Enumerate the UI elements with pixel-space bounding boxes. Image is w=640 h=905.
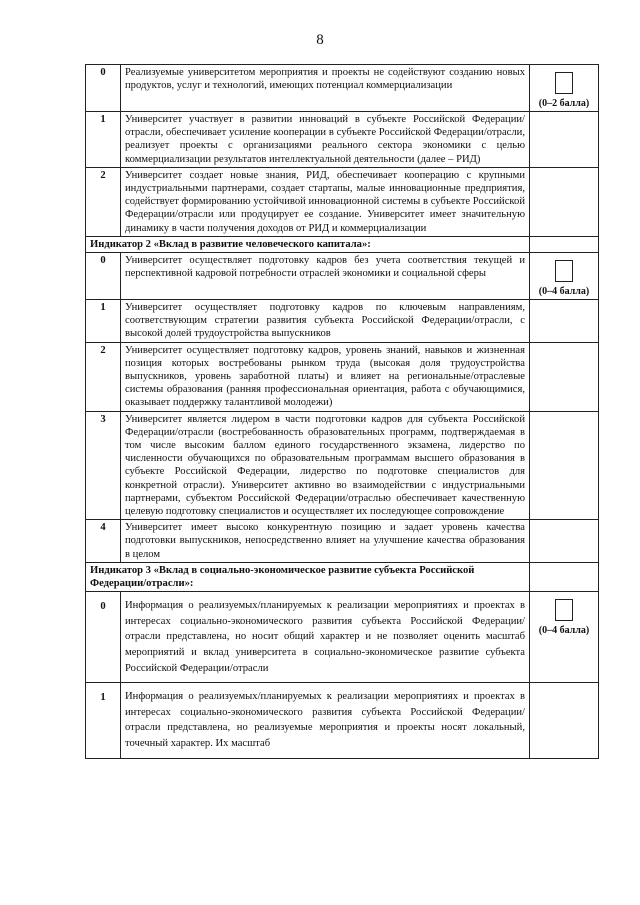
table-row	[86, 592, 599, 683]
table-row	[86, 65, 599, 112]
score-box-cell-empty	[530, 342, 599, 411]
score-box-cell-empty	[530, 411, 599, 520]
score-cell: 1	[86, 683, 121, 758]
score-box-cell-empty	[530, 520, 599, 563]
description-cell: Университет осуществляет подготовку кадров по ключевым направлениям, соответствующим стратегии развития субъекта Российской Федерации/отрасли, с высокой долей трудоустройства выпускников	[121, 300, 530, 343]
score-cell: 1	[86, 300, 121, 343]
description-cell: Реализуемые университетом мероприятия и проекты не содействуют созданию новых продуктов, услуг и технологий, имеющих потенциал коммерциализации	[121, 65, 530, 112]
description-cell: Университет является лидером в части подготовки кадров для субъекта Российской Федерации/отрасли (востребованность образовательных программ, подтверждаемая в том числе высоким баллом единого государственного экзамена, лидерство по численности обучающихся по образовательным программам высшего образования в субъекте Российской Федерации, лидерство по подготовке специалистов для конкретной отрасли). Университет активно во взаимодействии с индустриальными партнерами, субъектом Российской Федерации/отраслью обеспечивает качественную целевую подготовку специалистов и осуществляет их последующее сопровождение	[121, 411, 530, 520]
description-cell: Университет участвует в развитии инноваций в субъекте Российской Федерации/отрасли, обеспечивает усиление кооперации в субъекте Российской Федерации/отрасли, реализует проекты с организациями реального сектора экономики с целью коммерциализации результатов интеллектуальной деятельности (далее – РИД)	[121, 112, 530, 168]
score-box-cell	[530, 592, 599, 683]
score-cell: 1	[86, 112, 121, 168]
score-box-cell-empty	[530, 167, 599, 236]
score-range: (0–2 балла)	[538, 98, 590, 109]
table-row	[86, 112, 599, 168]
table-row	[86, 411, 599, 520]
score-range: (0–4 балла)	[538, 286, 590, 298]
table-row	[86, 683, 599, 758]
header-box-cell	[530, 236, 599, 252]
description-cell: Университет создает новые знания, РИД, обеспечивает кооперацию с крупными индустриальными партнерами, создает стартапы, малые инновационные предприятия, содействует формированию устойчивой инновационной системы в субъекте Российской Федерации/отрасли или продуцирует ее создание. Университет имеет значительную динамику в части получения доходов от РИД и коммерциализации	[121, 167, 530, 236]
page-number: 8	[316, 32, 324, 48]
description-cell: Университет осуществляет подготовку кадров, уровень знаний, навыков и жизненная позиция которых востребованы рынком труда (высокая доля трудоустройства выпускников, уровень заработной платы) и влияет на региональные/отраслевые системы образования (ранняя профессиональная ориентация, работа с обучающимися, оказывает поддержку талантливой молодежи)	[121, 342, 530, 411]
table-row	[86, 520, 599, 563]
score-cell: 0	[86, 253, 121, 300]
description-cell: Информация о реализуемых/планируемых к реализации мероприятиях и проектах в интересах социально-экономического развития субъекта Российской Федерации/отрасли представлена, но реализуемые мероприятия и проекты носят локальный, точечный характер. Их масштаб	[121, 683, 530, 758]
score-box-cell-empty	[530, 112, 599, 168]
score-cell: 3	[86, 411, 121, 520]
description-cell: Информация о реализуемых/планируемых к реализации мероприятиях и проектах в интересах социально-экономического развития субъекта Российской Федерации/отрасли представлена, но носит общий характер и не позволяет оценить масштаб мероприятий и вклад университета в социально-экономическое развитие субъекта Российской Федерации/отрасли	[121, 592, 530, 683]
score-cell: 2	[86, 342, 121, 411]
header-box-cell	[530, 562, 599, 591]
score-cell: 4	[86, 520, 121, 563]
description-cell: Университет осуществляет подготовку кадров без учета соответствия текущей и перспективной кадровой потребности отраслей экономики и социальной сферы	[121, 253, 530, 300]
indicator-header-row	[86, 562, 599, 591]
score-box-cell	[530, 253, 599, 300]
indicator-2-header: Индикатор 2 «Вклад в развитие человеческого капитала»:	[86, 236, 530, 252]
score-checkbox[interactable]	[555, 599, 573, 621]
table-row	[86, 300, 599, 343]
score-box-cell-empty	[530, 683, 599, 758]
description-cell: Университет имеет высоко конкурентную позицию и задает уровень качества подготовки выпускников, непосредственно влияет на улучшение качества образования в целом	[121, 520, 530, 563]
score-range: (0–4 балла)	[538, 625, 590, 637]
criteria-table	[85, 64, 599, 759]
table-row	[86, 253, 599, 300]
table-row	[86, 342, 599, 411]
score-cell: 0	[86, 592, 121, 683]
indicator-3-header: Индикатор 3 «Вклад в социально-экономическое развитие субъекта Российской Федерации/отрасли»:	[86, 562, 530, 591]
score-checkbox[interactable]	[555, 72, 573, 94]
score-checkbox[interactable]	[555, 260, 573, 282]
score-cell: 2	[86, 167, 121, 236]
score-box-cell-empty	[530, 300, 599, 343]
indicator-header-row	[86, 236, 599, 252]
score-cell: 0	[86, 65, 121, 112]
table-row	[86, 167, 599, 236]
score-box-cell	[530, 65, 599, 112]
